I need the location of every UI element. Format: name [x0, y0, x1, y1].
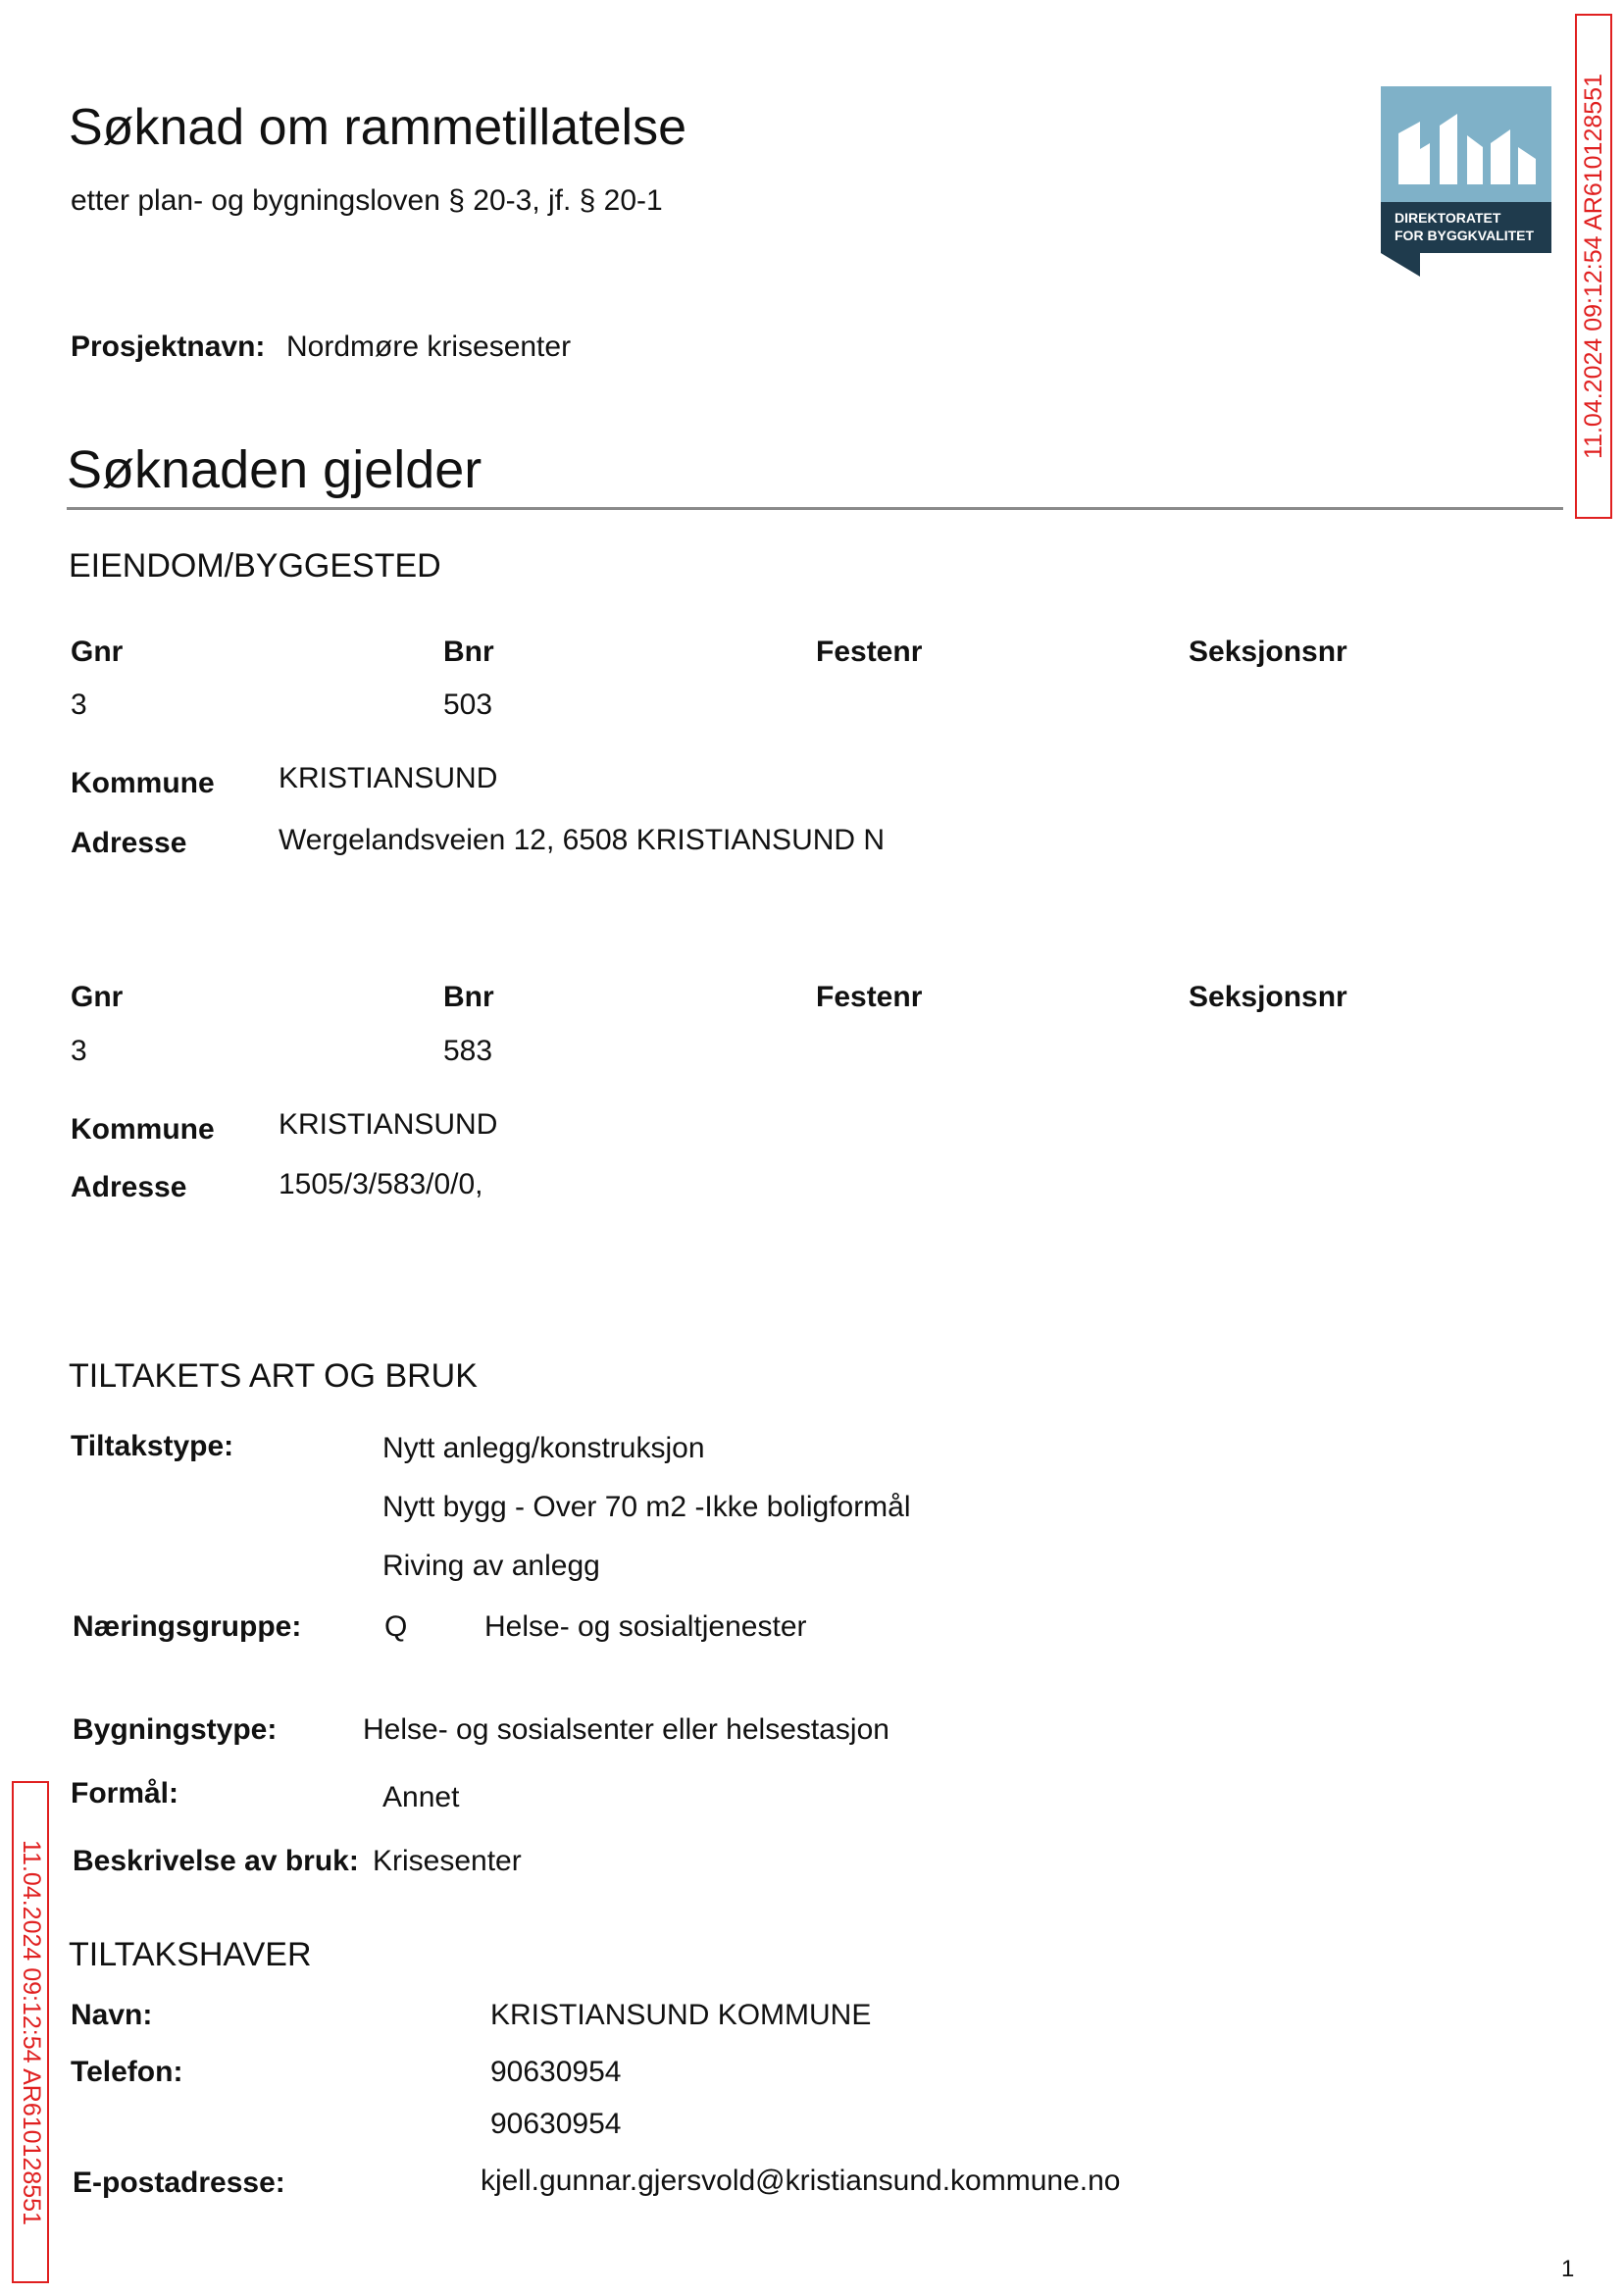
bnr-value: 583 — [443, 1035, 493, 1067]
kommune-value: KRISTIANSUND — [279, 1108, 498, 1141]
tiltakstype-item: Nytt anlegg/konstruksjon — [382, 1432, 705, 1464]
adresse-value: 1505/3/583/0/0, — [279, 1168, 483, 1200]
project-name-label: Prosjektnavn: — [71, 331, 266, 363]
festenr-label: Festenr — [816, 636, 923, 668]
formal-value: Annet — [382, 1781, 460, 1813]
archive-stamp-left — [12, 1781, 49, 2283]
navn-value: KRISTIANSUND KOMMUNE — [490, 1999, 872, 2031]
archive-stamp-top — [1575, 14, 1612, 519]
adresse-label: Adresse — [71, 1171, 187, 1203]
logo-line-1: DIREKTORATET — [1395, 210, 1501, 226]
naeringsgruppe-label: Næringsgruppe: — [73, 1610, 302, 1643]
naeringsgruppe-code: Q — [384, 1610, 408, 1643]
kommune-label: Kommune — [71, 1113, 215, 1146]
kommune-label: Kommune — [71, 767, 215, 799]
festenr-label: Festenr — [816, 981, 923, 1013]
tiltakstype-item: Riving av anlegg — [382, 1550, 600, 1582]
epost-value: kjell.gunnar.gjersvold@kristiansund.kommune.no — [481, 2165, 1121, 2197]
page-subtitle: etter plan- og bygningsloven § 20-3, jf. § 20-1 — [71, 184, 663, 217]
page-number: 1 — [1561, 2256, 1575, 2282]
archive-stamp-text: 11.04.2024 09:12:54 AR610128551 — [1579, 74, 1607, 459]
tiltak-heading: TILTAKETS ART OG BRUK — [69, 1357, 478, 1395]
formal-label: Formål: — [71, 1777, 179, 1810]
bnr-value: 503 — [443, 688, 493, 721]
beskrivelse-value: Krisesenter — [373, 1845, 522, 1877]
project-name-value: Nordmøre krisesenter — [286, 331, 572, 363]
page-title: Søknad om rammetillatelse — [69, 99, 686, 156]
adresse-label: Adresse — [71, 827, 187, 859]
tiltakstype-item: Nytt bygg - Over 70 m2 -Ikke boligformål — [382, 1491, 911, 1523]
property-heading: EIENDOM/BYGGESTED — [69, 547, 441, 585]
section-title: Søknaden gjelder — [67, 440, 482, 499]
beskrivelse-label: Beskrivelse av bruk: — [73, 1845, 359, 1877]
seksjonsnr-label: Seksjonsnr — [1189, 636, 1347, 668]
tiltakshaver-heading: TILTAKSHAVER — [69, 1936, 312, 1973]
bnr-label: Bnr — [443, 981, 494, 1013]
bnr-label: Bnr — [443, 636, 494, 668]
gnr-label: Gnr — [71, 981, 124, 1013]
telefon-label: Telefon: — [71, 2056, 183, 2088]
kommune-value: KRISTIANSUND — [279, 762, 498, 794]
gnr-label: Gnr — [71, 636, 124, 668]
dibk-logo — [1381, 86, 1551, 277]
navn-label: Navn: — [71, 1999, 153, 2031]
telefon-value: 90630954 — [490, 2108, 622, 2140]
logo-line-2: FOR BYGGKVALITET — [1395, 228, 1535, 243]
seksjonsnr-label: Seksjonsnr — [1189, 981, 1347, 1013]
section-divider — [67, 507, 1563, 510]
gnr-value: 3 — [71, 1035, 87, 1067]
adresse-value: Wergelandsveien 12, 6508 KRISTIANSUND N — [279, 824, 886, 856]
archive-stamp-text: 11.04.2024 09:12:54 AR610128551 — [17, 1839, 45, 2225]
epost-label: E-postadresse: — [73, 2167, 285, 2199]
bygningstype-value: Helse- og sosialsenter eller helsestasjon — [363, 1713, 889, 1746]
naeringsgruppe-text: Helse- og sosialtjenester — [484, 1610, 807, 1643]
bygningstype-label: Bygningstype: — [73, 1713, 278, 1746]
tiltakstype-label: Tiltakstype: — [71, 1430, 234, 1462]
gnr-value: 3 — [71, 688, 87, 721]
telefon-value: 90630954 — [490, 2056, 622, 2088]
